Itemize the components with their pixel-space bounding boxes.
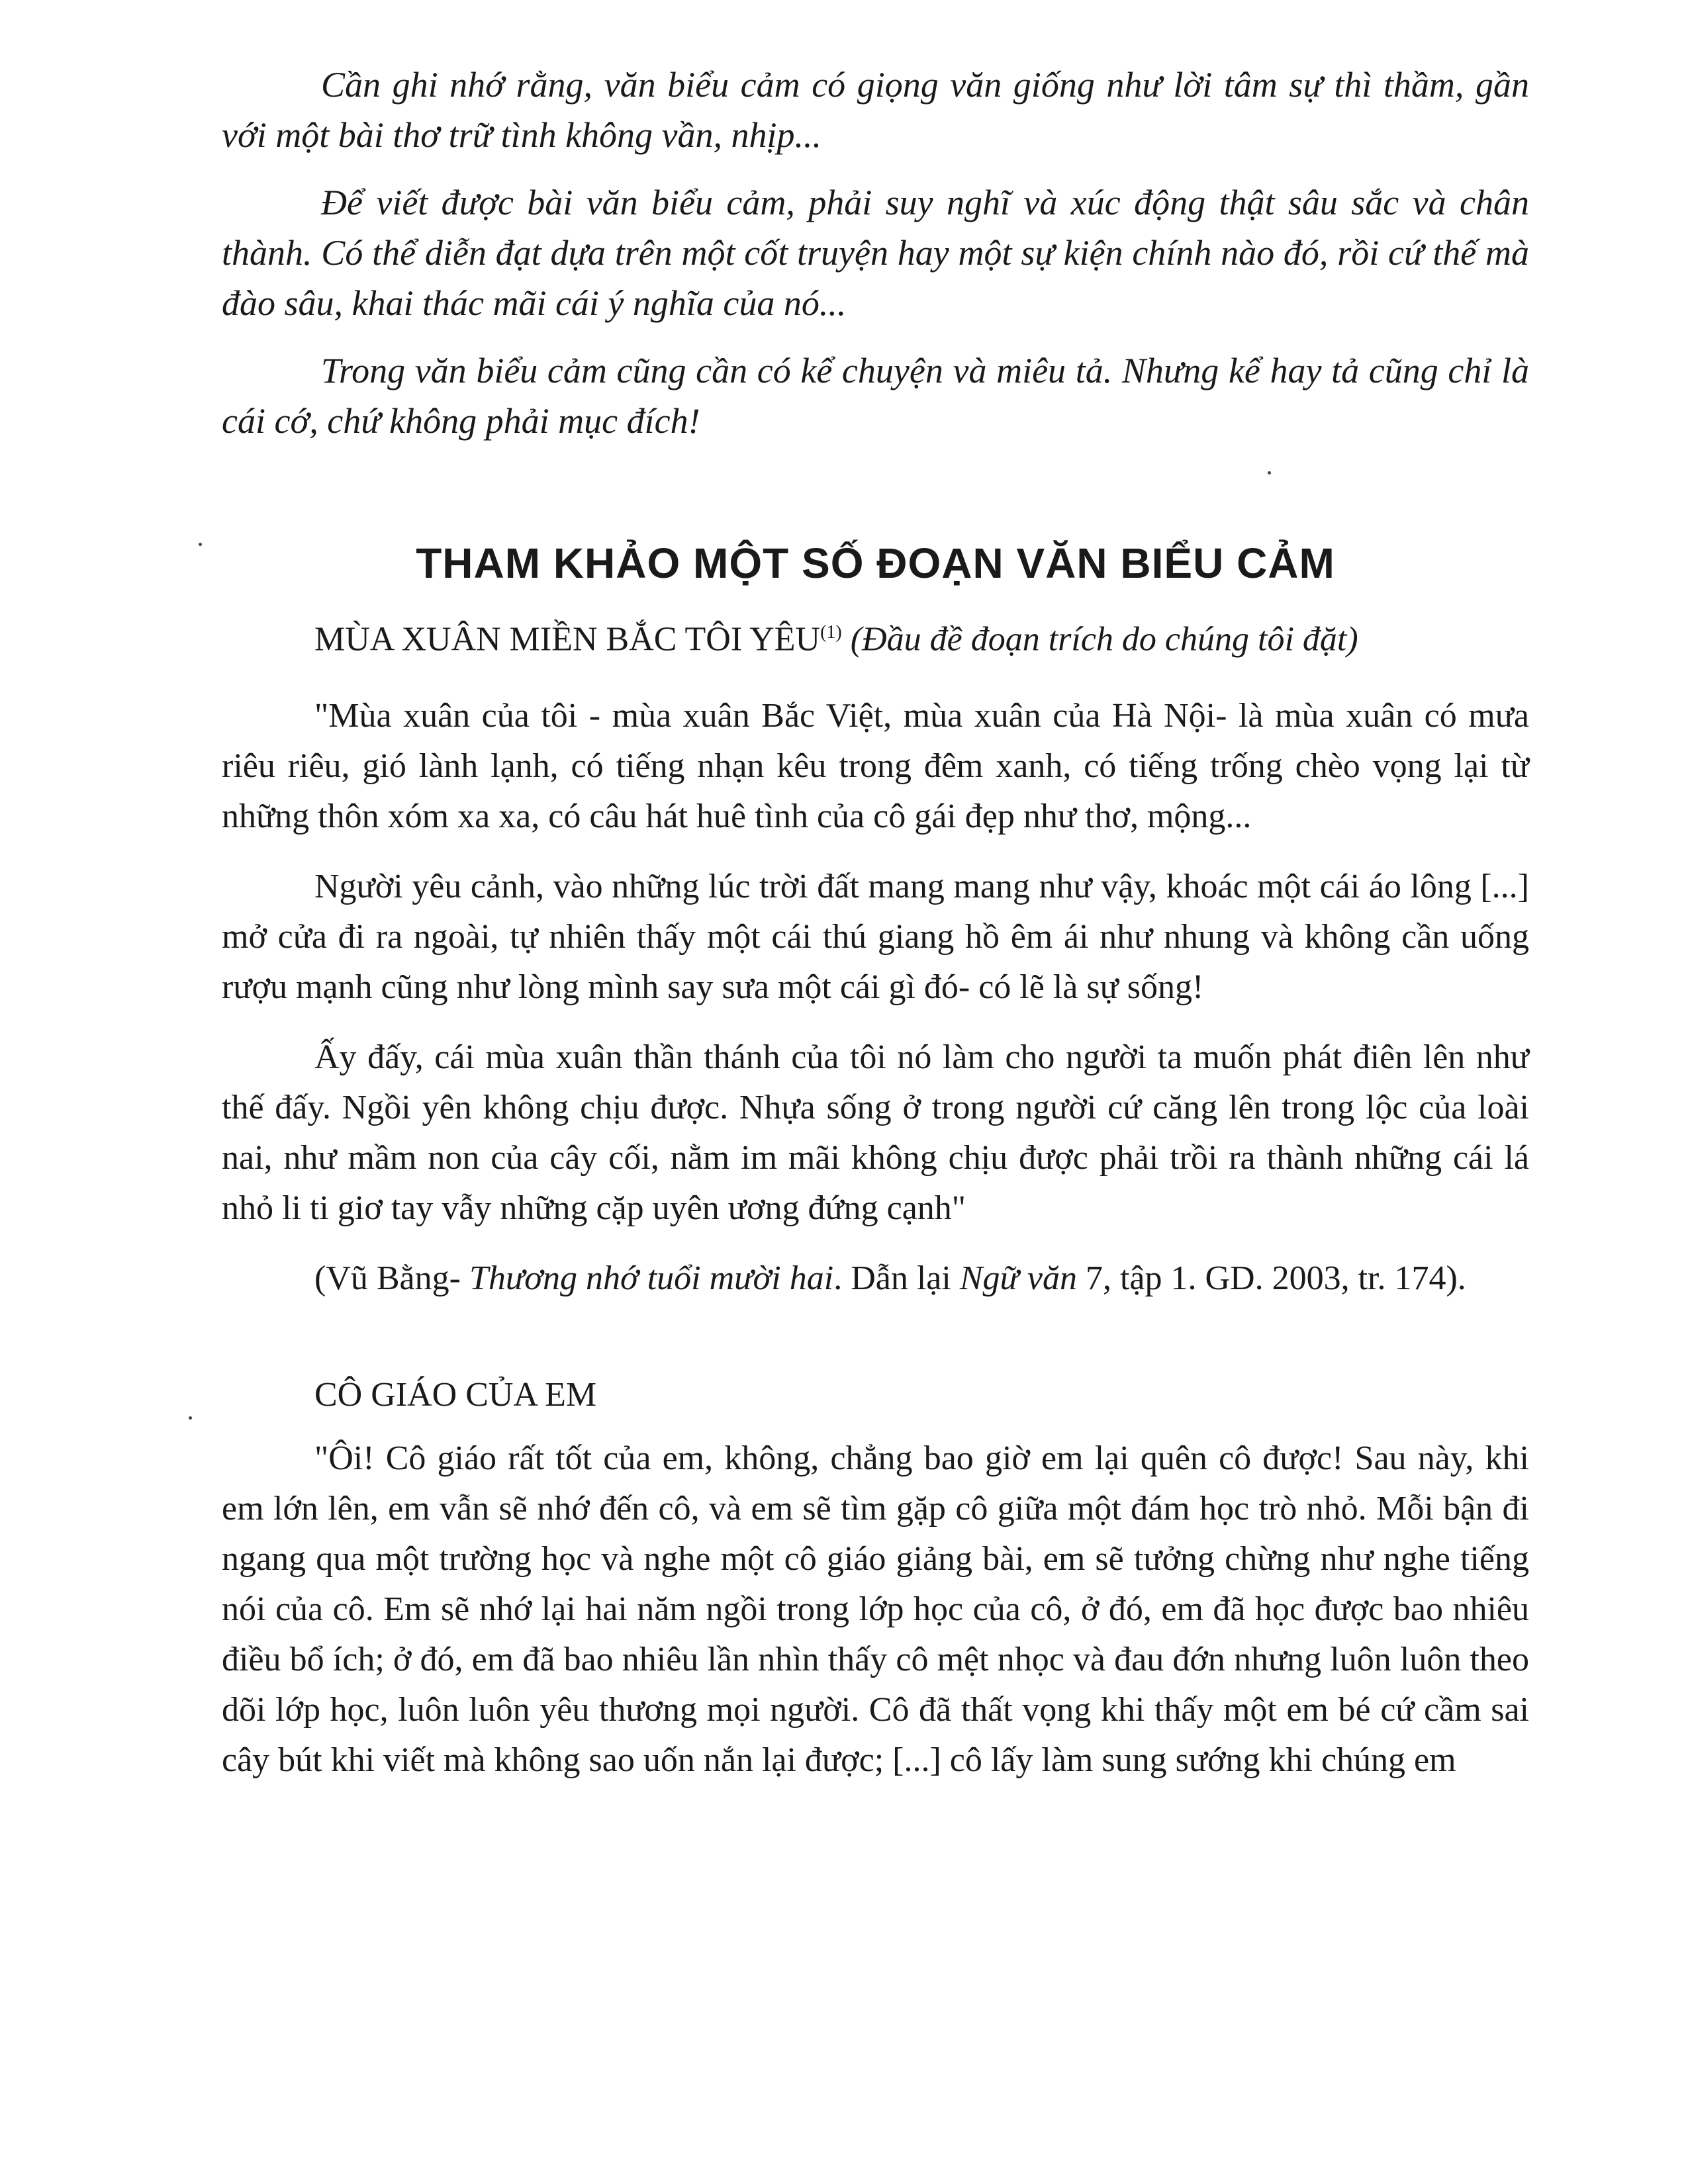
section2-paragraph-1: "Ôi! Cô giáo rất tốt của em, không, chẳng bao giờ em lại quên cô được! Sau này, khi em lớn lên, em vẫn sẽ nhớ đến cô, và em sẽ tìm gặp cô giữa một đám học trò nhỏ. Mỗi bận đi ngang qua một trường học và nghe một cô giáo giảng bài, em sẽ tưởng chừng như nghe tiếng nói của cô. Em sẽ nhớ lại hai năm ngồi trong lớp học của cô, ở đó, em đã học được bao nhiêu điều bổ ích; ở đó, em đã bao nhiêu lần nhìn thấy cô mệt nhọc và đau đớn nhưng luôn luôn theo dõi lớp học, luôn luôn yêu thương mọi người. Cô đã thất vọng khi thấy một em bé cứ cầm sai cây bút khi viết mà không sao uốn nắn lại được; [...] cô lấy làm sung sướng khi chúng em (222, 1439, 1529, 1780)
page (222, 60, 1529, 1805)
section1-title-line (222, 608, 1529, 664)
footnote-mark: (1) (820, 622, 842, 643)
scan-speck (1268, 471, 1271, 475)
scan-speck (199, 543, 202, 546)
section1-paragraph-1: "Mùa xuân của tôi - mùa xuân Bắc Việt, mùa xuân của Hà Nội- là mùa xuân có mưa riêu riêu, gió lành lạnh, có tiếng nhạn kêu trong đêm xanh, có tiếng trống chèo vọng lại từ những thôn xóm xa xa, có câu hát huê tình của cô gái đẹp như thơ, mộng... (222, 697, 1529, 836)
section1-title: MÙA XUÂN MIỀN BẮC TÔI YÊU (314, 620, 821, 659)
citation-work: Thương nhớ tuổi mười hai (469, 1259, 834, 1298)
section1-paragraph-2: Người yêu cảnh, vào những lúc trời đất mang mang như vậy, khoác một cái áo lông [...] mở cửa đi ra ngoài, tự nhiên thấy một cái thú giang hồ êm ái như nhung và không cần uống rượu mạnh cũng như lòng mình say sưa một cái gì đó- có lẽ là sự sống! (222, 868, 1529, 1007)
intro-paragraph-2: Để viết được bài văn biểu cảm, phải suy nghĩ và xúc động thật sâu sắc và chân thành. Có thể diễn đạt dựa trên một cốt truyện hay một sự kiện chính nào đó, rồi cứ thế mà đào sâu, khai thác mãi cái ý nghĩa của nó... (222, 183, 1529, 323)
intro-paragraph-3: Trong văn biểu cảm cũng cần có kể chuyện và miêu tả. Nhưng kể hay tả cũng chỉ là cái cớ, chứ không phải mục đích! (222, 351, 1529, 441)
scan-speck (189, 1416, 192, 1420)
section1-paragraph-3: Ấy đấy, cái mùa xuân thần thánh của tôi nó làm cho người ta muốn phát điên lên như thế đấy. Ngồi yên không chịu được. Nhựa sống ở trong người cứ căng lên trong lộc của loài nai, như mầm non của cây cối, nằm im mãi không chịu được phải trồi ra thành những cái lá nhỏ li ti giơ tay vẫy những cặp uyên ương đứng cạnh" (222, 1038, 1529, 1228)
section-heading: THAM KHẢO MỘT SỐ ĐOẠN VĂN BIỂU CẢM (416, 539, 1335, 587)
citation (222, 1253, 1529, 1304)
section1-note: (Đầu đề đoạn trích do chúng tôi đặt) (850, 620, 1358, 659)
citation-mid: . Dẫn lại (833, 1259, 960, 1298)
citation-suffix: 7, tập 1. GD. 2003, tr. 174). (1076, 1259, 1466, 1298)
citation-book: Ngữ văn (959, 1259, 1077, 1298)
citation-prefix: (Vũ Bằng- (314, 1259, 469, 1298)
intro-paragraph-1: Cần ghi nhớ rằng, văn biểu cảm có giọng văn giống như lời tâm sự thì thầm, gần với một bài thơ trữ tình không vần, nhịp... (222, 65, 1529, 155)
section2-title: CÔ GIÁO CỦA EM (314, 1376, 597, 1414)
